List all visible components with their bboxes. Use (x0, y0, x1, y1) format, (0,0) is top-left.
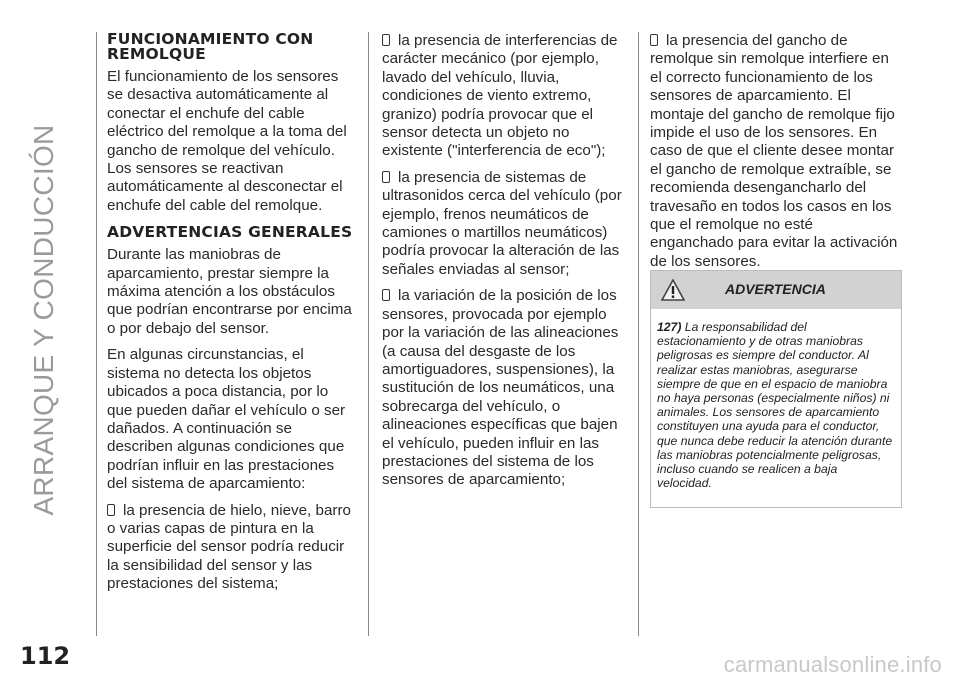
bullet-icon (650, 34, 658, 46)
page-number: 112 (20, 642, 71, 670)
list-item-text: la presencia de sistemas de ultrasonidos cerca del vehículo (por ejemplo, frenos neumáticos de camiones o martillos neumáticos) podría provocar la alteración de las señales enviadas al sensor; (382, 168, 622, 278)
column-divider (638, 32, 639, 636)
warning-triangle-icon (661, 279, 685, 306)
list-item-text: la presencia del gancho de remolque sin remolque interfiere en el correcto funcionamiento de los sensores de aparcamiento. El montaje del gancho de remolque fijo impide el uso de los sensores. En caso de que el cliente desee montar el gancho de remolque extraíble, se recomienda desengancharlo del travesaño en todos los casos en los que el remolque no esté enganchado para evitar la activación de los sensores. (650, 32, 898, 270)
section-side-tab: ARRANQUE Y CONDUCCIÓN (28, 124, 59, 516)
heading-advertencias-generales: ADVERTENCIAS GENERALES (107, 223, 353, 242)
list-item-text: la variación de la posición de los sensores, provocada por ejemplo por la variación de las alineaciones (a causa del desgaste de los amortiguadores, suspensiones), la sustitución de los neumáticos, una sobrecarga del vehículo, o alineaciones específicas que bajen el vehículo, pueden influir en las prestaciones del sistema de los sensores de aparcamiento; (382, 287, 619, 489)
warning-body (651, 309, 901, 490)
list-item (382, 32, 632, 161)
heading-funcionamiento-remolque: FUNCIONAMIENTO CON REMOLQUE (107, 30, 314, 63)
warning-box (650, 270, 902, 508)
bullet-icon (382, 34, 390, 46)
warning-text: La responsabilidad del estacionamiento y de otras maniobras peligrosas es siempre del conductor. Al realizar estas maniobras, asegurarse siempre de que en el espacio de maniobra no haya personas (especialmente niños) ni animales. Los sensores de aparcamiento constituyen una ayuda para el conductor, que nunca debe reducir la atención durante las maniobras potencialmente peligrosas, incluso cuando se realicen a baja velocidad. (657, 320, 893, 491)
bullet-icon (382, 171, 390, 183)
list-item (382, 169, 632, 279)
list-item (107, 502, 357, 594)
column-divider (368, 32, 369, 636)
watermark: carmanualsonline.info (723, 652, 942, 677)
list-item-text: la presencia de hielo, nieve, barro o varias capas de pintura en la superficie del sensor podría reducir la sensibilidad del sensor y las prestaciones del sistema; (107, 501, 351, 593)
column-3 (650, 32, 900, 279)
bullet-icon (107, 504, 115, 516)
paragraph: Durante las maniobras de aparcamiento, prestar siempre la máxima atención a los obstáculos que podrían encontrarse por encima o por debajo del sensor. (107, 246, 352, 337)
warning-number: 127) (657, 320, 682, 334)
bullet-icon (382, 289, 390, 301)
column-2 (382, 32, 632, 498)
column-divider (96, 32, 97, 636)
list-item (650, 32, 900, 271)
warning-header (651, 271, 901, 309)
list-item-text: la presencia de interferencias de carácter mecánico (por ejemplo, lavado del vehículo, lluvia, condiciones de viento extremo, granizo) podría provocar que el sensor detecta un objeto no existente ("interferencia de eco"); (382, 32, 618, 160)
list-item (382, 287, 632, 489)
column-1 (107, 32, 357, 602)
paragraph: En algunas circunstancias, el sistema no detecta los objetos ubicados a poca distancia, por lo que pueden dañar el vehículo o ser dañados. A continuación se describen algunas condiciones que podrían influir en las prestaciones del sistema de aparcamiento: (107, 346, 346, 493)
paragraph: El funcionamiento de los sensores se desactiva automáticamente al conectar el enchufe del cable eléctrico del remolque a la toma del gancho de remolque del vehículo. Los sensores se reactivan automáticamente al desconectar el enchufe del cable del remolque. (107, 68, 347, 214)
warning-title: ADVERTENCIA (725, 281, 826, 297)
